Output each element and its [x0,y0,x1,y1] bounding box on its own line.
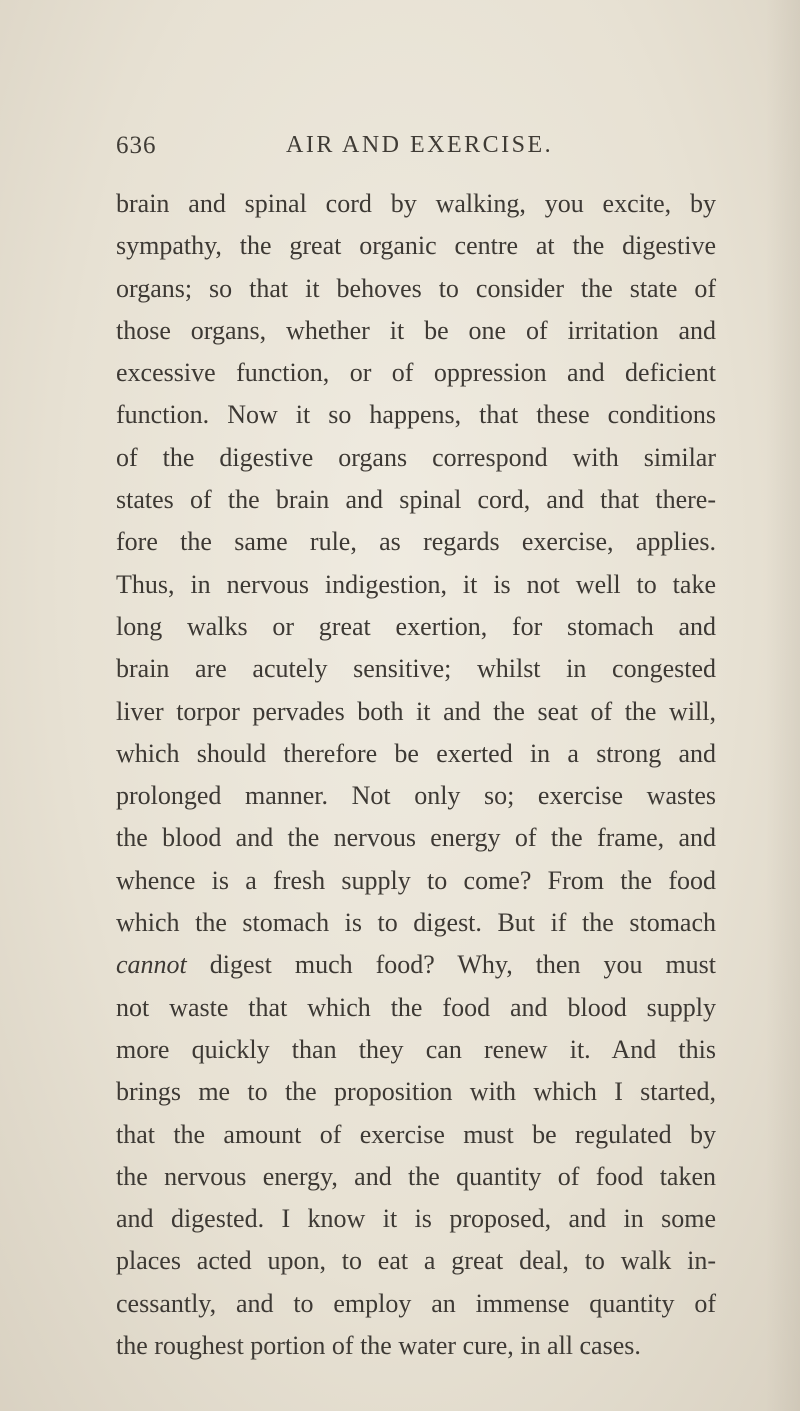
text-line: organs; so that it behoves to consider the state of [116,273,716,303]
text-line: liver torpor pervades both it and the seat of the will, [116,696,716,726]
text-line: which should therefore be exerted in a strong and [116,738,716,768]
text-line: whence is a fresh supply to come? From the food [116,865,716,895]
text-line: Thus, in nervous indigestion, it is not well to take [116,569,716,599]
text-line: prolonged manner. Not only so; exercise wastes [116,781,716,811]
text-line: which the stomach is to digest. But if the stomach [116,908,716,938]
text-line: brings me to the proposition with which I started, [116,1077,716,1107]
text-line: excessive function, or of oppression and deficient [116,358,716,388]
text-line: of the digestive organs correspond with similar [116,442,716,472]
text-line: long walks or great exertion, for stomach and [116,611,716,641]
body-text [116,183,716,1367]
italic-word: cannot [116,950,187,980]
text-line: fore the same rule, as regards exercise, applies. [116,527,716,557]
text-line: brain and spinal cord by walking, you excite, by [116,189,716,218]
text-line: more quickly than they can renew it. And this [116,1034,716,1064]
text-line-last: the roughest portion of the water cure, in all cases. [116,1331,641,1361]
text-line: not waste that which the food and blood supply [116,992,716,1022]
text-line: those organs, whether it be one of irritation and [116,315,716,345]
text-line: places acted upon, to eat a great deal, to walk in- [116,1246,716,1276]
text-line: the blood and the nervous energy of the frame, and [116,823,716,853]
text-line: cessantly, and to employ an immense quantity of [116,1288,716,1318]
page-header [116,132,716,172]
text-line: the nervous energy, and the quantity of food taken [116,1161,716,1191]
line-remainder: digest much food? Why, then you must [209,950,717,980]
page-number: 636 [116,132,157,159]
text-line: and digested. I know it is proposed, and in some [116,1204,716,1234]
text-line: function. Now it so happens, that these conditions [116,400,716,430]
text-line-with-italic [116,944,716,986]
text-line: states of the brain and spinal cord, and that there- [116,485,716,515]
running-head: AIR AND EXERCISE. [286,132,554,158]
text-line: brain are acutely sensitive; whilst in congested [116,654,716,684]
text-line: that the amount of exercise must be regulated by [116,1119,716,1149]
text-line: sympathy, the great organic centre at the digestive [116,231,716,261]
